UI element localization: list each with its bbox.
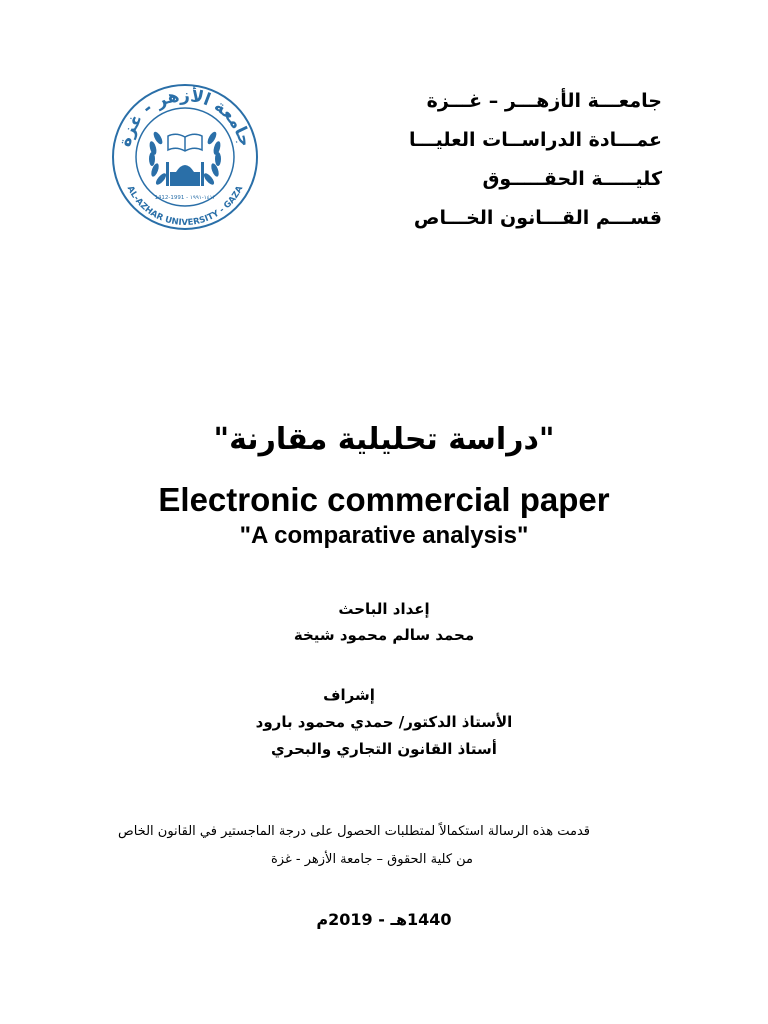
submission-date: 1440هـ - 2019م bbox=[316, 910, 452, 929]
logo-arabic-name: جامعة الأزهر - غزة bbox=[115, 86, 255, 149]
submission-line-2: من كلية الحقوق – جامعة الأزهر - غزة bbox=[270, 852, 474, 867]
university-logo bbox=[104, 82, 266, 232]
laurel-left-icon bbox=[148, 130, 168, 186]
laurel-right-icon bbox=[202, 130, 222, 186]
university-name: جامعـــة الأزهـــر – غـــزة bbox=[426, 90, 662, 112]
supervision-block bbox=[0, 682, 768, 763]
submission-line-1: قدمت هذه الرسالة استكمالاً لمتطلبات الحصول على درجة الماجستير في القانون الخاص bbox=[118, 824, 590, 839]
book-icon bbox=[168, 134, 202, 151]
supervisor-position: أستاذ القانون التجاري والبحري bbox=[271, 740, 497, 758]
title-english: Electronic commercial paper bbox=[158, 481, 610, 518]
researcher-block bbox=[0, 596, 768, 648]
faculty-name: كليـــــة الحقـــــوق bbox=[482, 168, 662, 190]
logo-years: 1412-1991 - ١٤١٢-١٩٩١ bbox=[154, 195, 216, 201]
logo-english-name: AL-AZHAR UNIVERSITY - GAZA bbox=[124, 184, 246, 229]
researcher-label: إعداد الباحث bbox=[338, 600, 430, 618]
institution-header bbox=[362, 82, 662, 238]
title-arabic: "دراسة تحليلية مقارنة" bbox=[213, 422, 555, 457]
submission-statement bbox=[60, 818, 648, 874]
researcher-name: محمد سالم محمود شيخة bbox=[293, 626, 475, 644]
supervision-label: إشراف bbox=[323, 686, 375, 704]
supervisor-name: الأستاذ الدكتور/ حمدي محمود بارود bbox=[255, 713, 513, 731]
mosque-icon bbox=[166, 162, 204, 186]
subtitle-english: "A comparative analysis" bbox=[239, 522, 529, 549]
deanship-name: عمـــادة الدراســات العليـــا bbox=[408, 129, 662, 151]
department-name: قســـم القـــانون الخـــاص bbox=[413, 207, 662, 229]
